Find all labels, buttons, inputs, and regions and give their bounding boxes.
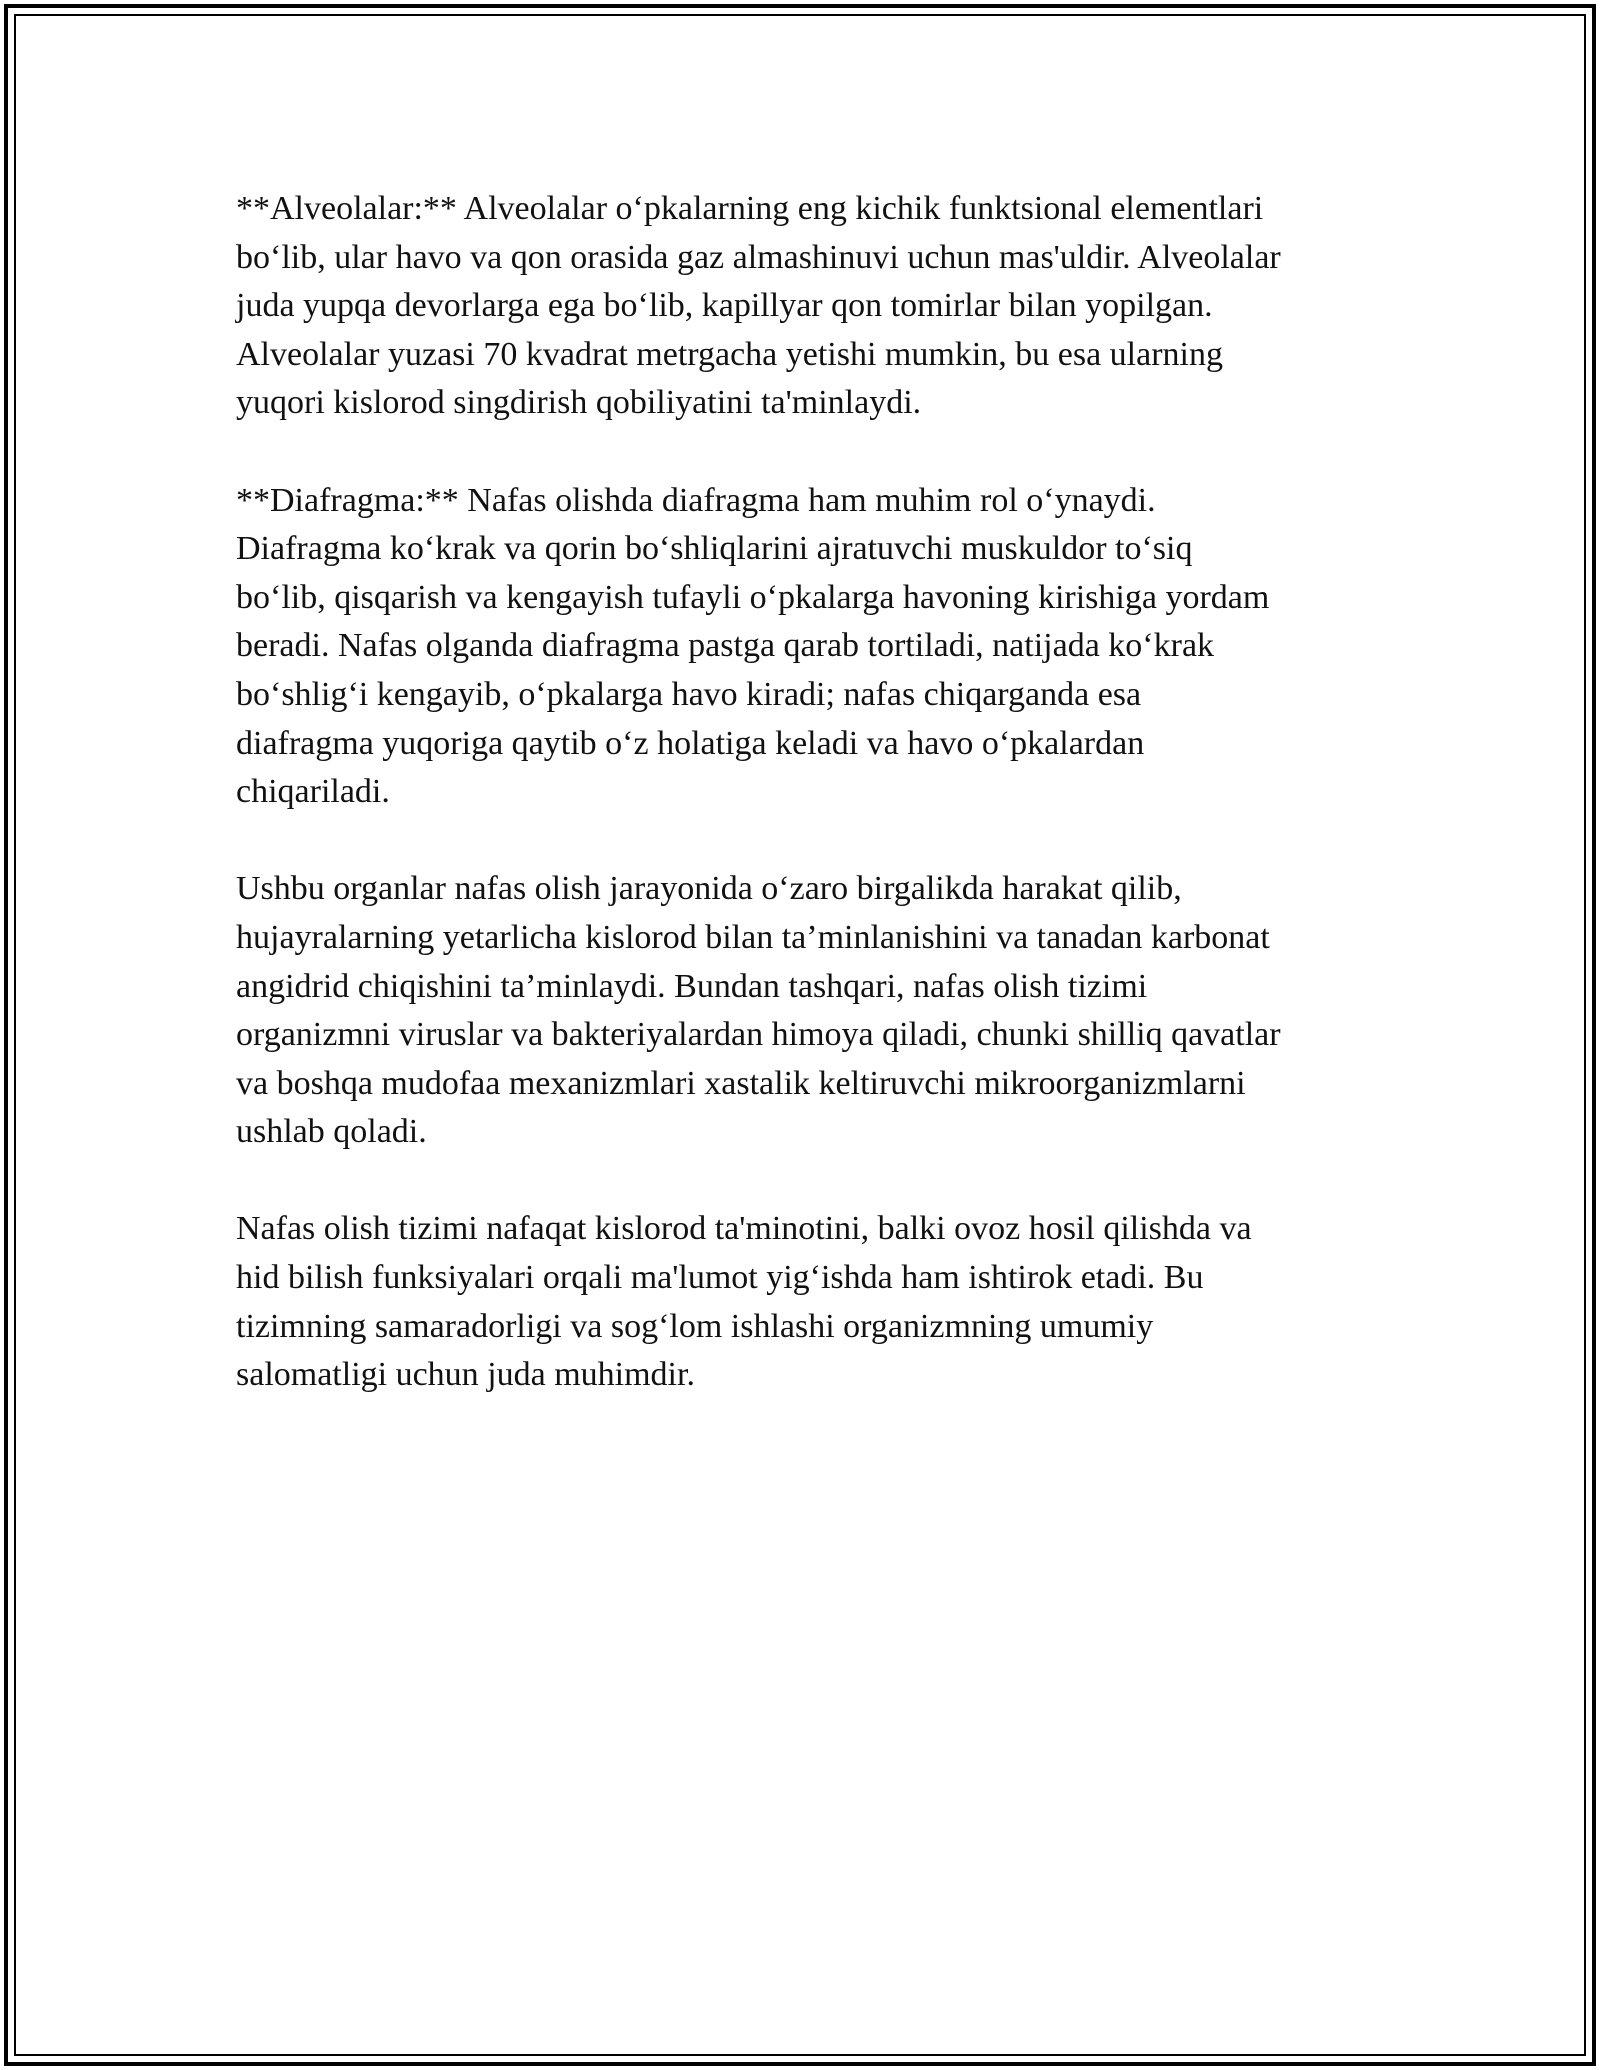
paragraph-diafragma: **Diafragma:** Nafas olishda diafragma ham muhim rol o‘ynaydi. Diafragma ko‘krak va qorin bo‘shliqlarini ajratuvchi muskuldor to‘siq bo‘lib, qisqarish va kengayish tufayli o‘pkalarga havoning kirishiga yordam beradi. Nafas olganda diafragma pastga qarab tortiladi, natijada ko‘krak bo‘shlig‘i kengayib, o‘pkalarga havo kiradi; nafas chiqarganda esa diafragma yuqoriga qaytib o‘z holatiga keladi va havo o‘pkalardan chiqariladi. xyxy=(236,481,1270,811)
document-body xyxy=(236,185,1376,1448)
paragraph-alveolalar: **Alveolalar:** Alveolalar o‘pkalarning eng kichik funktsional elementlari bo‘lib, ular havo va qon orasida gaz almashinuvi uchun mas'uldir. Alveolalar juda yupqa devorlarga ega bo‘lib, kapillyar qon tomirlar bilan yopilgan. Alveolalar yuzasi 70 kvadrat metrgacha yetishi mumkin, bu esa ularning yuqori kislorod singdirish qobiliyatini ta'minlaydi. xyxy=(236,190,1281,422)
paragraph-organlar: Ushbu organlar nafas olish jarayonida o‘zaro birgalikda harakat qilib, hujayralarning yetarlicha kislorod bilan ta’minlanishini va tanadan karbonat angidrid chiqishini ta’minlaydi. Bundan tashqari, nafas olish tizimi organizmni viruslar va bakteriyalardan himoya qiladi, chunki shilliq qavatlar va boshqa mudofaa mexanizmlari xastalik keltiruvchi mikroorganizmlarni ushlab qoladi. xyxy=(236,870,1281,1151)
paragraph-nafas-olish-tizimi: Nafas olish tizimi nafaqat kislorod ta'minotini, balki ovoz hosil qilishda va hid bilish funksiyalari orqali ma'lumot yig‘ishda ham ishtirok etadi. Bu tizimning samaradorligi va sog‘lom ishlashi organizmning umumiy salomatligi uchun juda muhimdir. xyxy=(236,1210,1252,1394)
